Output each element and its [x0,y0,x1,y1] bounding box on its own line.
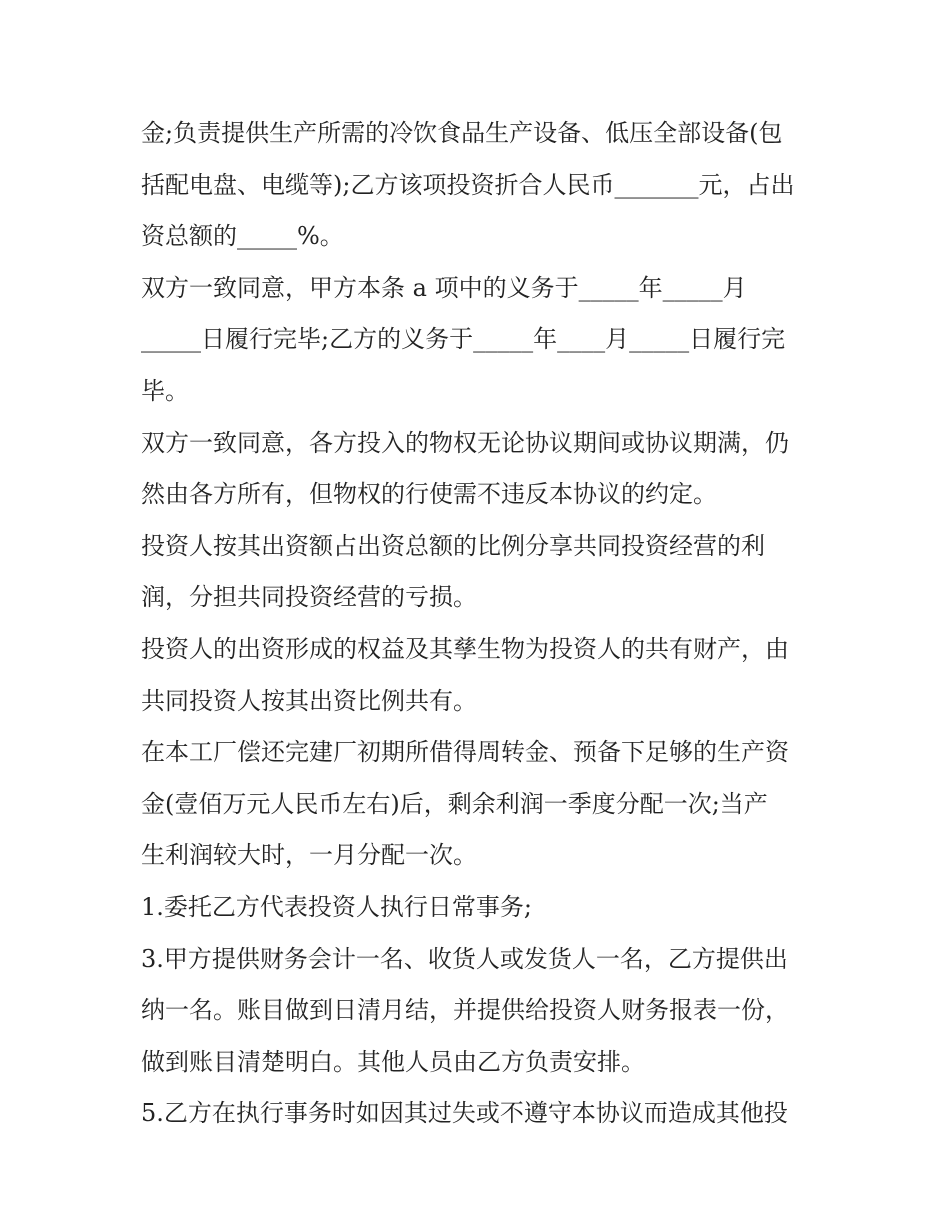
text-line: 金;负责提供生产所需的冷饮食品生产设备、低压全部设备(包 [141,119,783,147]
text-line: 在本工厂偿还完建厂初期所借得周转金、预备下足够的生产资 [141,738,789,767]
text-line: 做到账目清楚明白。其他人员由乙方负责安排。 [141,1047,645,1076]
text-line: 毕。 [141,376,189,405]
text-line: 共同投资人按其出资比例共有。 [141,686,477,715]
text-line: 1.委托乙方代表投资人执行日常事务; [141,892,532,921]
text-line: 润，分担共同投资经营的亏损。 [141,583,477,612]
text-line: 括配电盘、电缆等);乙方该项投资折合人民币_______元，占出 [141,170,795,199]
text-line: 双方一致同意，甲方本条 a 项中的义务于_____年_____月 [141,273,747,302]
document-body [141,108,813,1140]
text-line: 3.甲方提供财务会计一名、收货人或发货人一名，乙方提供出 [141,944,788,973]
text-line: 纳一名。账目做到日清月结，并提供给投资人财务报表一份， [141,996,789,1025]
text-line: 生利润较大时，一月分配一次。 [141,841,477,870]
text-line: 投资人的出资形成的权益及其孳生物为投资人的共有财产，由 [141,634,789,663]
text-line: 资总额的_____%。 [141,222,344,251]
text-line: 然由各方所有，但物权的行使需不违反本协议的约定。 [141,480,717,509]
text-line: 金(壹佰万元人民币左右)后，剩余利润一季度分配一次;当产 [141,789,768,818]
text-line: 5.乙方在执行事务时如因其过失或不遵守本协议而造成其他投 [141,1099,788,1128]
text-line: _____日履行完毕;乙方的义务于_____年____月_____日履行完 [141,325,786,354]
text-line: 双方一致同意，各方投入的物权无论协议期间或协议期满，仍 [141,428,789,457]
text-line: 投资人按其出资额占出资总额的比例分享共同投资经营的利 [141,531,765,560]
